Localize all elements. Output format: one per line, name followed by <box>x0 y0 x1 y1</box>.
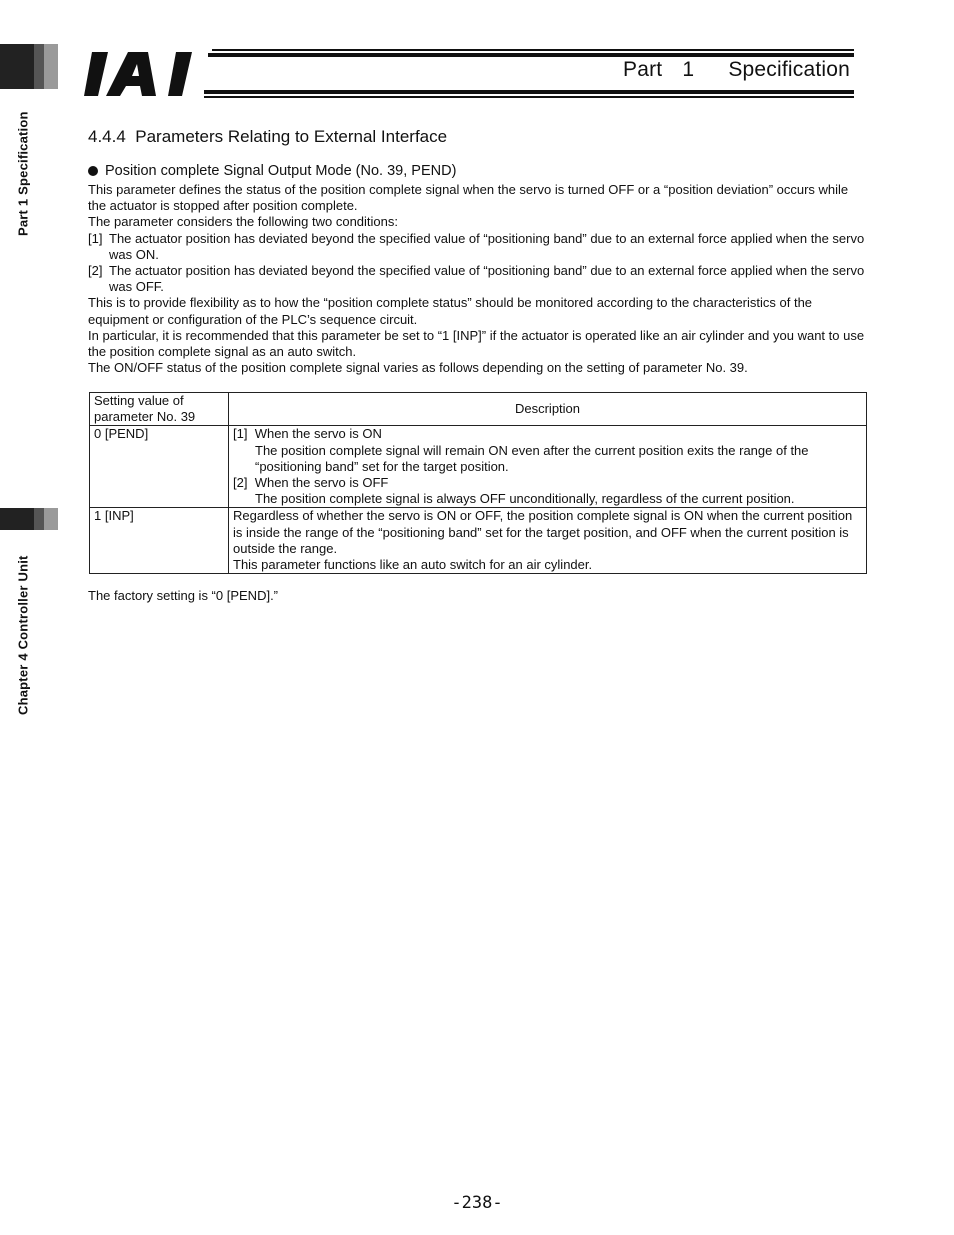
condition-item <box>88 263 868 295</box>
item-label: When the servo is ON <box>254 426 382 442</box>
table-header-row <box>90 393 867 426</box>
side-label-chapter: Chapter 4 Controller Unit <box>15 555 31 715</box>
condition-item <box>88 231 868 263</box>
item-label: When the servo is OFF <box>254 475 389 491</box>
side-tab-mid-segment <box>34 508 44 530</box>
parameter-table <box>89 392 867 574</box>
bullet-icon <box>88 166 98 176</box>
paragraph: In particular, it is recommended that this parameter be set to “1 [INP]” if the actuator is operated like an air cylinder and you want to use the position complete signal as an auto switch. <box>88 327 865 360</box>
description-cell <box>229 508 867 574</box>
table-row <box>90 426 867 508</box>
condition-text: The actuator position has deviated beyond the specified value of “positioning band” due to an external force applied when the servo was OFF. <box>109 263 865 295</box>
description-cell <box>229 426 867 508</box>
side-tab-light-segment <box>44 44 58 89</box>
side-tab-mid-segment <box>34 44 44 89</box>
description-text: Regardless of whether the servo is ON or OFF, the position complete signal is ON when the current position is inside the range of the “positioning band” set for the target position, and OFF when the current position is outside the range. <box>233 508 853 556</box>
description-item <box>233 475 862 507</box>
parameter-heading-text: Position complete Signal Output Mode (No. 39, PEND) <box>105 163 457 179</box>
setting-cell: 0 [PEND] <box>90 426 229 508</box>
setting-header-line: Setting value of <box>94 393 184 408</box>
item-number: [1] <box>233 426 248 442</box>
item-text: The position complete signal will remain ON even after the current position exits the range of the “positioning band” set for the target position. <box>255 442 809 474</box>
item-text: The position complete signal is always OFF unconditionally, regardless of the current position. <box>255 491 795 507</box>
setting-cell: 1 [INP] <box>90 508 229 574</box>
section-heading <box>88 127 447 147</box>
description-text: This parameter functions like an auto switch for an air cylinder. <box>233 557 593 573</box>
header-rule-top-thin <box>212 49 854 51</box>
condition-text: The actuator position has deviated beyond the specified value of “positioning band” due to an external force applied when the servo was ON. <box>109 230 865 262</box>
iai-logo <box>84 50 204 98</box>
page-title <box>623 58 850 82</box>
page-number: -238- <box>451 1193 503 1213</box>
condition-number: [2] <box>88 263 103 279</box>
table-row <box>90 508 867 574</box>
item-number: [2] <box>233 475 248 491</box>
side-tab-light-segment <box>44 508 58 530</box>
paragraph: The ON/OFF status of the position complete signal varies as follows depending on the setting of parameter No. 39. <box>88 360 748 376</box>
side-label-part: Part 1 Specification <box>15 111 31 237</box>
header-rule-bottom-thin <box>204 96 854 98</box>
section-number: 4.4.4 <box>88 127 126 146</box>
factory-setting-note: The factory setting is “0 [PEND].” <box>88 588 279 603</box>
header-rule-top-thick <box>208 53 854 57</box>
condition-number: [1] <box>88 230 103 246</box>
part-title: Specification <box>728 58 850 81</box>
part-word: Part <box>623 58 663 81</box>
paragraph: The parameter considers the following two conditions: <box>88 214 398 230</box>
setting-header <box>90 393 229 426</box>
side-tab-part <box>0 44 58 89</box>
description-item <box>233 426 862 475</box>
setting-header-line: parameter No. 39 <box>94 409 196 425</box>
section-title-text: Parameters Relating to External Interface <box>135 127 448 146</box>
paragraph: This is to provide flexibility as to how the “position complete status” should be monitored according to the characteristics of the equipment or configuration of the PLC’s sequence circuit. <box>88 295 813 327</box>
paragraph: This parameter defines the status of the position complete signal when the servo is turned OFF or a “position deviation” occurs while the actuator is stopped after position complete. <box>88 182 849 214</box>
header-rule-bottom-thick <box>204 90 854 94</box>
side-tab-chapter <box>0 508 58 530</box>
part-number: 1 <box>682 58 695 81</box>
side-tab-dark-segment <box>0 44 34 89</box>
side-tab-dark-segment <box>0 508 34 530</box>
parameter-heading <box>88 163 456 179</box>
description-header: Description <box>229 393 867 426</box>
body-text <box>88 182 868 376</box>
